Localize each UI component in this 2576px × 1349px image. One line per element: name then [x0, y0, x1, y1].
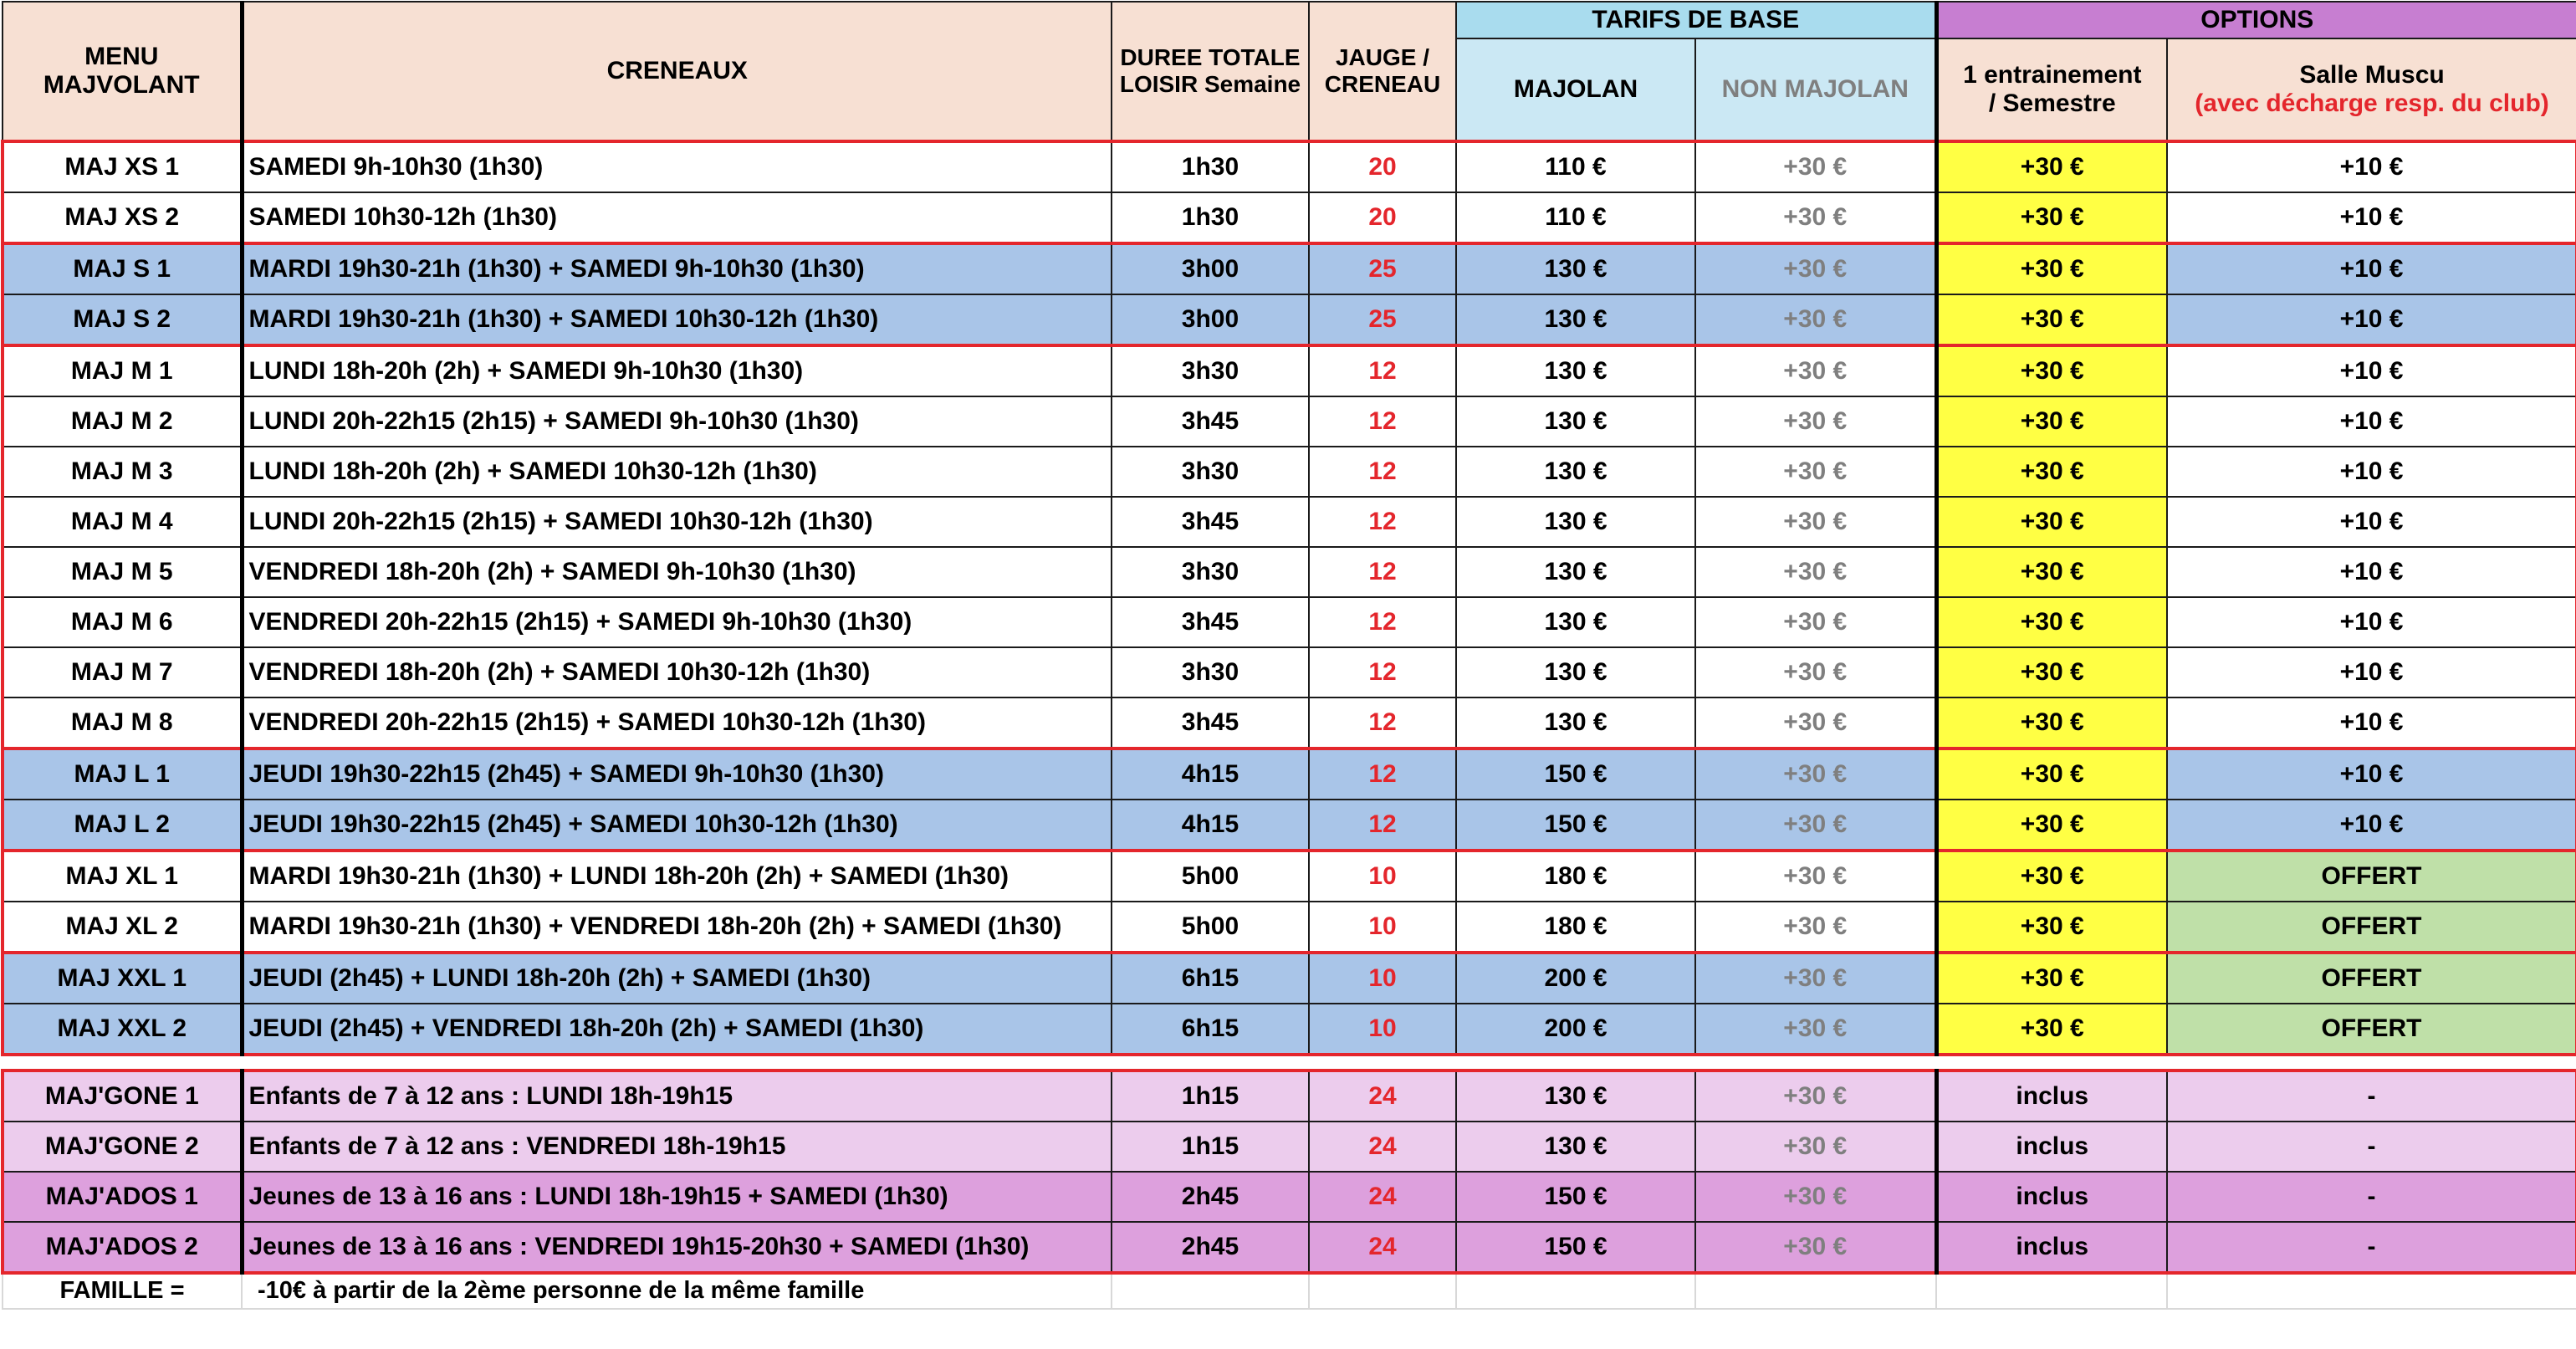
header-option-entrainement: 1 entrainement / Semestre	[1936, 38, 2167, 141]
menu-cell: MAJ M 2	[3, 396, 242, 447]
non-majolan-price-cell: +30 €	[1695, 243, 1936, 294]
majolan-price-cell: 150 €	[1456, 749, 1695, 800]
duree-cell: 4h15	[1112, 749, 1309, 800]
option-muscu-cell: -	[2167, 1222, 2576, 1273]
majolan-price-cell: 200 €	[1456, 953, 1695, 1004]
non-majolan-price-cell: +30 €	[1695, 1004, 1936, 1055]
pricing-table	[1, 1, 2576, 1310]
option-muscu-cell: +10 €	[2167, 345, 2576, 396]
menu-cell: MAJ'ADOS 1	[3, 1172, 242, 1222]
creneaux-cell: LUNDI 18h-20h (2h) + SAMEDI 9h-10h30 (1h30)	[242, 345, 1112, 396]
non-majolan-price-cell: +30 €	[1695, 547, 1936, 597]
non-majolan-price-cell: +30 €	[1695, 192, 1936, 243]
majolan-price-cell: 130 €	[1456, 396, 1695, 447]
creneaux-cell: VENDREDI 18h-20h (2h) + SAMEDI 9h-10h30 (1h30)	[242, 547, 1112, 597]
menu-cell: MAJ XXL 1	[3, 953, 242, 1004]
creneaux-cell: SAMEDI 9h-10h30 (1h30)	[242, 141, 1112, 192]
non-majolan-price-cell: +30 €	[1695, 749, 1936, 800]
non-majolan-price-cell: +30 €	[1695, 902, 1936, 953]
duree-cell: 3h45	[1112, 697, 1309, 749]
option-muscu-cell: +10 €	[2167, 497, 2576, 547]
option-entrainement-cell: +30 €	[1936, 243, 2167, 294]
header-creneaux: CRENEAUX	[242, 2, 1112, 141]
jauge-cell: 12	[1309, 800, 1456, 851]
table-row	[3, 447, 2576, 497]
duree-cell: 3h45	[1112, 597, 1309, 647]
header-options: OPTIONS	[1936, 2, 2576, 38]
option-entrainement-cell: +30 €	[1936, 902, 2167, 953]
duree-cell: 6h15	[1112, 1004, 1309, 1055]
menu-cell: MAJ XXL 2	[3, 1004, 242, 1055]
creneaux-cell: LUNDI 20h-22h15 (2h15) + SAMEDI 9h-10h30 (1h30)	[242, 396, 1112, 447]
option-muscu-cell: -	[2167, 1071, 2576, 1122]
menu-cell: MAJ M 8	[3, 697, 242, 749]
option-entrainement-cell: +30 €	[1936, 396, 2167, 447]
duree-cell: 3h30	[1112, 447, 1309, 497]
creneaux-cell: VENDREDI 20h-22h15 (2h15) + SAMEDI 9h-10h30 (1h30)	[242, 597, 1112, 647]
table-row	[3, 597, 2576, 647]
duree-cell: 3h00	[1112, 294, 1309, 345]
duree-cell: 6h15	[1112, 953, 1309, 1004]
option-muscu-cell: +10 €	[2167, 597, 2576, 647]
table-row	[3, 294, 2576, 345]
table-row	[3, 800, 2576, 851]
non-majolan-price-cell: +30 €	[1695, 800, 1936, 851]
option-entrainement-cell: +30 €	[1936, 647, 2167, 697]
table-row	[3, 1172, 2576, 1222]
creneaux-cell: MARDI 19h30-21h (1h30) + SAMEDI 10h30-12h (1h30)	[242, 294, 1112, 345]
empty-cell	[1309, 1273, 1456, 1309]
famille-row	[3, 1273, 2576, 1309]
menu-cell: MAJ XS 2	[3, 192, 242, 243]
option-entrainement-cell: +30 €	[1936, 697, 2167, 749]
header-majolan: MAJOLAN	[1456, 38, 1695, 141]
duree-cell: 1h15	[1112, 1071, 1309, 1122]
option-entrainement-cell: +30 €	[1936, 749, 2167, 800]
jauge-cell: 12	[1309, 447, 1456, 497]
table-row	[3, 396, 2576, 447]
non-majolan-price-cell: +30 €	[1695, 1172, 1936, 1222]
option-muscu-cell: +10 €	[2167, 447, 2576, 497]
majolan-price-cell: 150 €	[1456, 800, 1695, 851]
option-muscu-cell: +10 €	[2167, 294, 2576, 345]
menu-cell: MAJ'GONE 2	[3, 1122, 242, 1172]
menu-cell: MAJ XS 1	[3, 141, 242, 192]
table-row	[3, 749, 2576, 800]
creneaux-cell: MARDI 19h30-21h (1h30) + SAMEDI 9h-10h30 (1h30)	[242, 243, 1112, 294]
menu-cell: MAJ M 4	[3, 497, 242, 547]
majolan-price-cell: 130 €	[1456, 345, 1695, 396]
jauge-cell: 24	[1309, 1222, 1456, 1273]
option-entrainement-cell: +30 €	[1936, 851, 2167, 902]
creneaux-cell: Enfants de 7 à 12 ans : LUNDI 18h-19h15	[242, 1071, 1112, 1122]
option-entrainement-cell: +30 €	[1936, 345, 2167, 396]
duree-cell: 4h15	[1112, 800, 1309, 851]
jauge-cell: 25	[1309, 243, 1456, 294]
table-row	[3, 1071, 2576, 1122]
option-entrainement-cell: +30 €	[1936, 597, 2167, 647]
non-majolan-price-cell: +30 €	[1695, 345, 1936, 396]
jauge-cell: 24	[1309, 1071, 1456, 1122]
creneaux-cell: Enfants de 7 à 12 ans : VENDREDI 18h-19h15	[242, 1122, 1112, 1172]
option-entrainement-cell: inclus	[1936, 1222, 2167, 1273]
option-entrainement-cell: +30 €	[1936, 141, 2167, 192]
jauge-cell: 12	[1309, 597, 1456, 647]
jauge-cell: 12	[1309, 749, 1456, 800]
option-entrainement-cell: inclus	[1936, 1172, 2167, 1222]
duree-cell: 3h00	[1112, 243, 1309, 294]
menu-cell: MAJ M 3	[3, 447, 242, 497]
majolan-price-cell: 130 €	[1456, 697, 1695, 749]
non-majolan-price-cell: +30 €	[1695, 1122, 1936, 1172]
duree-cell: 1h30	[1112, 192, 1309, 243]
non-majolan-price-cell: +30 €	[1695, 1071, 1936, 1122]
option-entrainement-cell: +30 €	[1936, 497, 2167, 547]
jauge-cell: 12	[1309, 396, 1456, 447]
table-row	[3, 1122, 2576, 1172]
header-tarifs: TARIFS DE BASE	[1456, 2, 1936, 38]
creneaux-cell: SAMEDI 10h30-12h (1h30)	[242, 192, 1112, 243]
header-menu: MENU MAJVOLANT	[3, 2, 242, 141]
option-entrainement-cell: +30 €	[1936, 447, 2167, 497]
duree-cell: 2h45	[1112, 1172, 1309, 1222]
creneaux-cell: VENDREDI 20h-22h15 (2h15) + SAMEDI 10h30-12h (1h30)	[242, 697, 1112, 749]
table-row	[3, 1222, 2576, 1273]
empty-cell	[1112, 1273, 1309, 1309]
option-muscu-cell: +10 €	[2167, 647, 2576, 697]
non-majolan-price-cell: +30 €	[1695, 294, 1936, 345]
table-row	[3, 1004, 2576, 1055]
duree-cell: 3h30	[1112, 547, 1309, 597]
majolan-price-cell: 150 €	[1456, 1222, 1695, 1273]
menu-cell: MAJ XL 2	[3, 902, 242, 953]
non-majolan-price-cell: +30 €	[1695, 497, 1936, 547]
menu-cell: MAJ M 7	[3, 647, 242, 697]
creneaux-cell: MARDI 19h30-21h (1h30) + LUNDI 18h-20h (2h) + SAMEDI (1h30)	[242, 851, 1112, 902]
creneaux-cell: Jeunes de 13 à 16 ans : VENDREDI 19h15-20h30 + SAMEDI (1h30)	[242, 1222, 1112, 1273]
creneaux-cell: LUNDI 20h-22h15 (2h15) + SAMEDI 10h30-12h (1h30)	[242, 497, 1112, 547]
majolan-price-cell: 200 €	[1456, 1004, 1695, 1055]
table-row	[3, 902, 2576, 953]
non-majolan-price-cell: +30 €	[1695, 953, 1936, 1004]
jauge-cell: 10	[1309, 902, 1456, 953]
option-entrainement-cell: +30 €	[1936, 294, 2167, 345]
creneaux-cell: Jeunes de 13 à 16 ans : LUNDI 18h-19h15 + SAMEDI (1h30)	[242, 1172, 1112, 1222]
jauge-cell: 10	[1309, 1004, 1456, 1055]
separator-cell	[3, 1055, 2576, 1071]
table-row	[3, 345, 2576, 396]
table-row	[3, 647, 2576, 697]
menu-cell: MAJ S 1	[3, 243, 242, 294]
majolan-price-cell: 130 €	[1456, 1071, 1695, 1122]
majolan-price-cell: 180 €	[1456, 851, 1695, 902]
majolan-price-cell: 130 €	[1456, 647, 1695, 697]
option-muscu-cell: +10 €	[2167, 141, 2576, 192]
option-entrainement-cell: +30 €	[1936, 800, 2167, 851]
jauge-cell: 20	[1309, 192, 1456, 243]
non-majolan-price-cell: +30 €	[1695, 697, 1936, 749]
option-muscu-cell: -	[2167, 1122, 2576, 1172]
creneaux-cell: JEUDI 19h30-22h15 (2h45) + SAMEDI 9h-10h30 (1h30)	[242, 749, 1112, 800]
majolan-price-cell: 130 €	[1456, 447, 1695, 497]
majolan-price-cell: 130 €	[1456, 497, 1695, 547]
header-duree: DUREE TOTALE LOISIR Semaine	[1112, 2, 1309, 141]
header-jauge: JAUGE / CRENEAU	[1309, 2, 1456, 141]
jauge-cell: 24	[1309, 1172, 1456, 1222]
option-muscu-cell: +10 €	[2167, 243, 2576, 294]
option-entrainement-cell: +30 €	[1936, 953, 2167, 1004]
empty-cell	[1456, 1273, 1695, 1309]
creneaux-cell: JEUDI 19h30-22h15 (2h45) + SAMEDI 10h30-12h (1h30)	[242, 800, 1112, 851]
option-muscu-cell: +10 €	[2167, 192, 2576, 243]
duree-cell: 1h15	[1112, 1122, 1309, 1172]
option-muscu-cell: +10 €	[2167, 697, 2576, 749]
creneaux-cell: JEUDI (2h45) + VENDREDI 18h-20h (2h) + SAMEDI (1h30)	[242, 1004, 1112, 1055]
table-row	[3, 547, 2576, 597]
menu-cell: MAJ XL 1	[3, 851, 242, 902]
jauge-cell: 10	[1309, 851, 1456, 902]
option-muscu-cell: OFFERT	[2167, 851, 2576, 902]
majolan-price-cell: 110 €	[1456, 192, 1695, 243]
option-muscu-cell: +10 €	[2167, 396, 2576, 447]
menu-cell: MAJ'GONE 1	[3, 1071, 242, 1122]
non-majolan-price-cell: +30 €	[1695, 447, 1936, 497]
header-non-majolan: NON MAJOLAN	[1695, 38, 1936, 141]
duree-cell: 3h30	[1112, 647, 1309, 697]
majolan-price-cell: 150 €	[1456, 1172, 1695, 1222]
majolan-price-cell: 180 €	[1456, 902, 1695, 953]
non-majolan-price-cell: +30 €	[1695, 1222, 1936, 1273]
option-muscu-cell: +10 €	[2167, 547, 2576, 597]
majolan-price-cell: 130 €	[1456, 597, 1695, 647]
empty-cell	[1695, 1273, 1936, 1309]
majolan-price-cell: 110 €	[1456, 141, 1695, 192]
option-entrainement-cell: +30 €	[1936, 547, 2167, 597]
menu-cell: MAJ L 2	[3, 800, 242, 851]
option-entrainement-cell: inclus	[1936, 1071, 2167, 1122]
option-muscu-cell: +10 €	[2167, 800, 2576, 851]
duree-cell: 3h45	[1112, 497, 1309, 547]
jauge-cell: 25	[1309, 294, 1456, 345]
non-majolan-price-cell: +30 €	[1695, 647, 1936, 697]
non-majolan-price-cell: +30 €	[1695, 141, 1936, 192]
jauge-cell: 24	[1309, 1122, 1456, 1172]
jauge-cell: 12	[1309, 345, 1456, 396]
option-muscu-cell: +10 €	[2167, 749, 2576, 800]
section-separator	[3, 1055, 2576, 1071]
duree-cell: 5h00	[1112, 851, 1309, 902]
duree-cell: 1h30	[1112, 141, 1309, 192]
menu-cell: MAJ L 1	[3, 749, 242, 800]
majolan-price-cell: 130 €	[1456, 294, 1695, 345]
option-entrainement-cell: inclus	[1936, 1122, 2167, 1172]
jauge-cell: 12	[1309, 647, 1456, 697]
table-row	[3, 697, 2576, 749]
jauge-cell: 12	[1309, 547, 1456, 597]
option-muscu-cell: OFFERT	[2167, 953, 2576, 1004]
table-row	[3, 141, 2576, 192]
famille-label: FAMILLE =	[3, 1273, 242, 1309]
duree-cell: 5h00	[1112, 902, 1309, 953]
creneaux-cell: LUNDI 18h-20h (2h) + SAMEDI 10h30-12h (1h30)	[242, 447, 1112, 497]
duree-cell: 3h30	[1112, 345, 1309, 396]
option-muscu-cell: OFFERT	[2167, 1004, 2576, 1055]
non-majolan-price-cell: +30 €	[1695, 597, 1936, 647]
option-entrainement-cell: +30 €	[1936, 1004, 2167, 1055]
jauge-cell: 12	[1309, 697, 1456, 749]
table-row	[3, 243, 2576, 294]
creneaux-cell: MARDI 19h30-21h (1h30) + VENDREDI 18h-20h (2h) + SAMEDI (1h30)	[242, 902, 1112, 953]
menu-cell: MAJ S 2	[3, 294, 242, 345]
empty-cell	[1936, 1273, 2167, 1309]
majolan-price-cell: 130 €	[1456, 547, 1695, 597]
non-majolan-price-cell: +30 €	[1695, 851, 1936, 902]
majolan-price-cell: 130 €	[1456, 243, 1695, 294]
option-entrainement-cell: +30 €	[1936, 192, 2167, 243]
menu-cell: MAJ M 1	[3, 345, 242, 396]
empty-cell	[2167, 1273, 2576, 1309]
table-row	[3, 851, 2576, 902]
creneaux-cell: JEUDI (2h45) + LUNDI 18h-20h (2h) + SAMEDI (1h30)	[242, 953, 1112, 1004]
duree-cell: 3h45	[1112, 396, 1309, 447]
option-muscu-cell: -	[2167, 1172, 2576, 1222]
jauge-cell: 10	[1309, 953, 1456, 1004]
header-option-muscu: Salle Muscu (avec décharge resp. du club)	[2167, 38, 2576, 141]
table-row	[3, 953, 2576, 1004]
majolan-price-cell: 130 €	[1456, 1122, 1695, 1172]
menu-cell: MAJ M 6	[3, 597, 242, 647]
duree-cell: 2h45	[1112, 1222, 1309, 1273]
table-row	[3, 497, 2576, 547]
non-majolan-price-cell: +30 €	[1695, 396, 1936, 447]
menu-cell: MAJ'ADOS 2	[3, 1222, 242, 1273]
jauge-cell: 20	[1309, 141, 1456, 192]
jauge-cell: 12	[1309, 497, 1456, 547]
option-muscu-cell: OFFERT	[2167, 902, 2576, 953]
creneaux-cell: VENDREDI 18h-20h (2h) + SAMEDI 10h30-12h (1h30)	[242, 647, 1112, 697]
table-row	[3, 192, 2576, 243]
famille-text: -10€ à partir de la 2ème personne de la même famille	[242, 1273, 1112, 1309]
menu-cell: MAJ M 5	[3, 547, 242, 597]
